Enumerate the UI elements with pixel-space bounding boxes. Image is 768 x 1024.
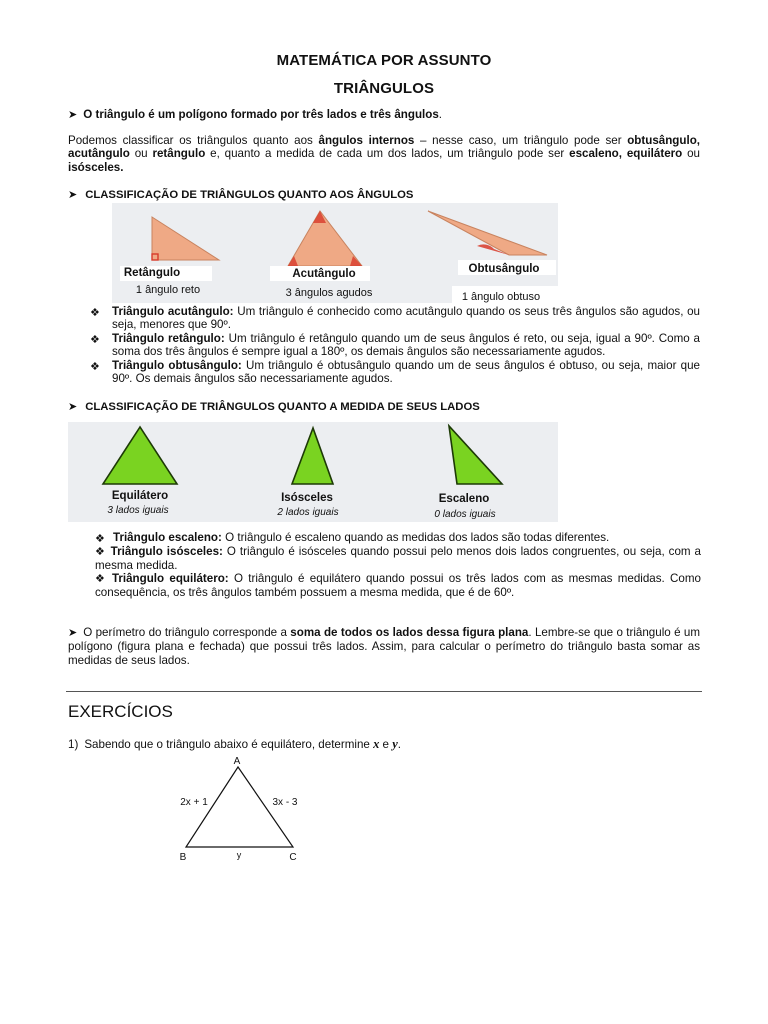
bullet-acute — [112, 305, 700, 332]
diamond-bullet-icon: ❖ — [95, 533, 105, 545]
figure-caption-acute: 3 ângulos agudos — [285, 287, 373, 299]
exercise-end: . — [397, 738, 402, 751]
vertex-label-b: B — [179, 852, 187, 863]
bullet-text: Um triângulo é conhecido como acutângulo quando os seus três ângulos são agudos, ou seja, menores que 90º. — [112, 305, 700, 332]
sides-section-heading — [68, 400, 480, 413]
bullet-text: O triângulo é escaleno quando as medidas dos lados são todas diferentes. — [221, 531, 610, 544]
intro-bold-5: isósceles. — [68, 160, 124, 174]
figure-caption-obtuse: 1 ângulo obtuso — [461, 291, 541, 303]
bullet-term: Triângulo acutângulo: — [112, 305, 234, 318]
intro-bold-4: escaleno, equilátero — [569, 147, 683, 161]
variable-x: x — [373, 737, 380, 751]
exercise-and: e — [379, 738, 393, 751]
sides-figure — [68, 422, 558, 522]
vertex-label-c: C — [289, 852, 297, 863]
figure-caption-isosceles: 2 lados iguais — [277, 507, 339, 518]
bullet-term: Triângulo equilátero: — [111, 572, 229, 585]
angles-section-heading — [68, 188, 413, 201]
exercise-triangle-figure — [170, 754, 310, 864]
arrow-bullet-icon: ➤ — [68, 627, 78, 639]
figure-caption-right: 1 ângulo reto — [135, 284, 201, 296]
bullet-term: Triângulo isósceles: — [110, 545, 223, 558]
bullet-obtuse — [112, 359, 700, 386]
exercise-1-question — [68, 738, 401, 751]
diamond-bullet-icon: ❖ — [90, 307, 100, 319]
bullet-text: Um triângulo é obtusângulo quando um de seus ângulos é obtuso, ou seja, maior que 90º. Os demais ângulos são necessariamente agudos. — [112, 359, 700, 386]
exercise-number: 1) — [68, 738, 79, 751]
figure-caption-equilateral: 3 lados iguais — [107, 505, 169, 516]
figure-label-scalene: Escaleno — [438, 493, 490, 505]
document-title: MATEMÁTICA POR ASSUNTO — [276, 52, 492, 69]
figure-label-acute: Acutângulo — [292, 268, 356, 280]
intro-bold-2: obtusângulo, acutângulo — [68, 134, 700, 161]
document-subtitle: TRIÂNGULOS — [333, 80, 435, 97]
bullet-term: Triângulo escaleno: — [113, 531, 222, 544]
diamond-bullet-icon: ❖ — [95, 573, 107, 585]
definition-line — [68, 108, 442, 122]
angles-figure — [112, 203, 558, 303]
side-label-left: 2x + 1 — [180, 797, 208, 808]
perimeter-bold: soma de todos os lados dessa figura plana — [290, 626, 529, 639]
bullet-term: Triângulo obtusângulo: — [112, 359, 242, 372]
bullet-text: O triângulo é equilátero quando possui os três lados com as mesmas medidas. Como consequência, os três ângulos também possuem a mesma medida, que é de 60º. — [95, 572, 701, 600]
figure-caption-scalene: 0 lados iguais — [434, 509, 496, 520]
intro-text-4: e, quanto a medida de cada um dos lados, um triângulo pode ser — [205, 147, 570, 161]
section-divider — [66, 691, 702, 692]
intro-text-1: Podemos classificar os triângulos quanto aos — [68, 134, 319, 147]
diamond-bullet-icon: ❖ — [90, 334, 100, 346]
bullet-text: Um triângulo é retângulo quando um de seus ângulos é reto, ou seja, igual a 90º. Como a soma dos três ângulos é sempre igual a 180º, os demais ângulos são necessariamente agudos. — [112, 332, 700, 359]
arrow-bullet-icon: ➤ — [68, 109, 78, 121]
side-label-base: y — [236, 850, 242, 860]
bullet-isosceles — [95, 545, 701, 573]
intro-text-5: ou — [682, 147, 700, 161]
angles-heading-text: CLASSIFICAÇÃO DE TRIÂNGULOS QUANTO AOS ÂNGULOS — [85, 189, 414, 201]
bullet-text: O triângulo é isósceles quando possui pelo menos dois lados congruentes, ou seja, com a mesma medida. — [95, 545, 701, 573]
figure-label-equilateral: Equilátero — [111, 490, 169, 502]
definition-end: . — [438, 108, 443, 121]
exercise-text: Sabendo que o triângulo abaixo é equilátero, determine — [84, 738, 374, 751]
figure-label-right: Retângulo — [123, 267, 181, 279]
bullet-term: Triângulo retângulo: — [112, 332, 225, 345]
definition-text: O triângulo é um polígono formado por três lados e três ângulos — [83, 108, 439, 121]
intro-bold-1: ângulos internos — [318, 134, 415, 147]
perimeter-paragraph — [68, 626, 700, 667]
bullet-scalene — [113, 531, 701, 544]
intro-text-2: – nesse caso, um triângulo pode ser — [414, 134, 628, 147]
intro-text-3: ou — [129, 147, 153, 161]
perimeter-text-1: O perímetro do triângulo corresponde a — [83, 626, 291, 639]
exercises-heading: EXERCÍCIOS — [68, 702, 173, 721]
perimeter-text-2: . Lembre-se que o triângulo é um polígono (figura plana e fechada) que possui três lados. Assim, para calcular o perímetro do triângulo basta somar as medidas de seus lados. — [68, 626, 700, 667]
arrow-bullet-icon: ➤ — [68, 401, 78, 413]
diamond-bullet-icon: ❖ — [95, 546, 106, 558]
figure-label-isosceles: Isósceles — [281, 492, 333, 504]
side-label-right: 3x - 3 — [272, 797, 298, 808]
intro-paragraph — [68, 134, 700, 174]
variable-y: y — [392, 737, 398, 751]
figure-label-obtuse: Obtusângulo — [468, 263, 540, 275]
bullet-right — [112, 332, 700, 359]
arrow-bullet-icon: ➤ — [68, 189, 78, 201]
diamond-bullet-icon: ❖ — [90, 361, 100, 373]
vertex-label-a: A — [233, 756, 241, 767]
bullet-equilateral — [95, 572, 701, 600]
intro-bold-3: retângulo — [152, 147, 206, 161]
sides-heading-text: CLASSIFICAÇÃO DE TRIÂNGULOS QUANTO A MEDIDA DE SEUS LADOS — [85, 401, 480, 413]
